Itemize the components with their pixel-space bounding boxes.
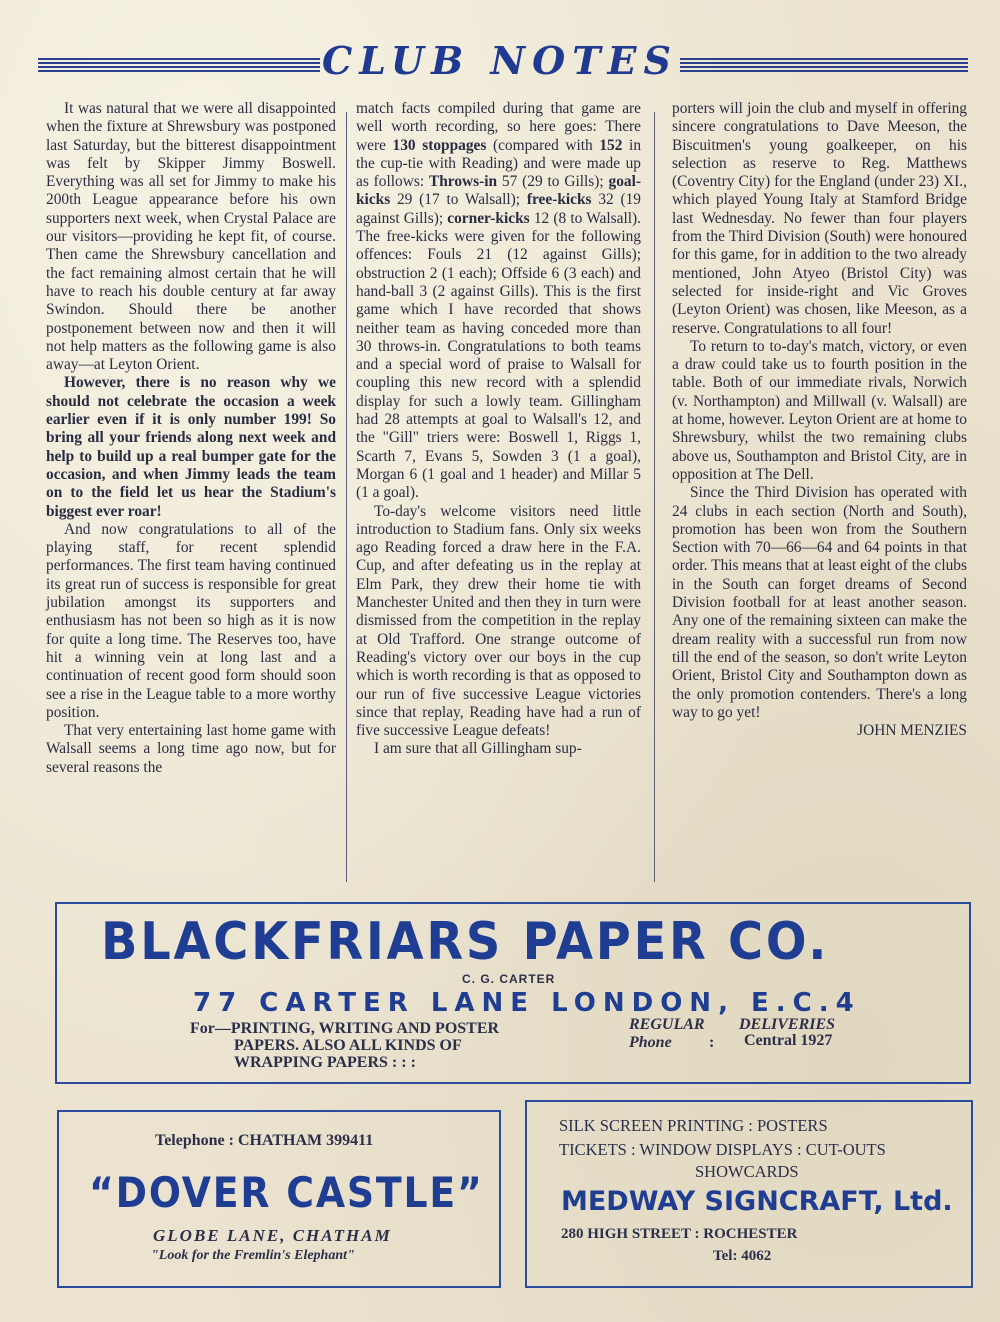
advert-services-line: TICKETS : WINDOW DISPLAYS : CUT-OUTS	[559, 1140, 886, 1159]
column-divider	[654, 112, 655, 882]
paragraph-bold: However, there is no reason why we should not celebrate the occasion a week earlier even if it is only number 199! So bring all your friends along next week and help to build up a real bumper gate for the occasion, and when Jimmy leads the team on to the field let us hear the Stadium's biggest ever roar!	[46, 374, 336, 520]
header-rule-right	[680, 58, 968, 72]
advert-slogan: "Look for the Fremlin's Elephant"	[151, 1248, 355, 1263]
paragraph: To-day's welcome visitors need little introduction to Stadium fans. Only six weeks ago Reading forced a draw here in the F.A. Cup, and after defeating us in the replay at Elm Park, they drew their home tie with Manchester United and then they in turn were dismissed from the competition in the replay at Old Trafford. One strange outcome of Reading's victory over our boys in the cup which is worth recording is that as opposed to our run of five successive League victories since that replay, Reading have had a run of five successive League defeats!	[356, 502, 641, 740]
header-rule-left	[38, 58, 320, 72]
advert-products: For—PRINTING, WRITING AND POSTER PAPERS. ALSO ALL KINDS OF WRAPPING PAPERS : : :	[190, 1020, 500, 1071]
advert-address: 280 HIGH STREET : ROCHESTER	[561, 1226, 798, 1242]
dover-castle-advert	[57, 1110, 501, 1288]
paragraph: And now congratulations to all of the playing staff, for recent splendid performances. The first team having continued its great run of success is responsible for great jubilation amongst its supporters and enthusiasm has not been so high as it is now for quite a long time. The Reserves too, have hit a winning vein at long last and a continuation of recent good form should soon see a rise in the League table to a more worthy position.	[46, 520, 336, 721]
column-divider	[346, 112, 347, 882]
paragraph: To return to to-day's match, victory, or even a draw could take us to fourth position in the table. Both of our immediate rivals, Norwich (v. Northampton) and Millwall (v. Walsall) are at home, however. Leyton Orient are at home to Shrewsbury, whilst the two remaining clubs above us, Southampton and Bristol City, are in opposition at The Dell.	[672, 337, 967, 483]
paragraph: I am sure that all Gillingham sup-	[374, 740, 582, 758]
advert-pub-name: “DOVER CASTLE”	[89, 1168, 484, 1217]
advert-phone-label: Phone	[629, 1034, 672, 1051]
article-column-3	[672, 100, 967, 740]
advert-company-name: BLACKFRIARS PAPER CO.	[101, 912, 830, 972]
paragraph: Since the Third Division has operated with 24 clubs in each section (North and South), promotion has been won from the Southern Section with 70—66—64 and 64 points in that order. This means that at least eight of the clubs in the South can forget dreams of Second Division football for at least another season. Any one of the remaining sixteen can make the dream reality with a successful run from now till the end of the season, so don't write Leyton Orient, Bristol City and Southampton down as the only promotion contenders. There's a long way to go yet!	[672, 484, 967, 721]
advert-services-line: SILK SCREEN PRINTING : POSTERS	[559, 1116, 828, 1135]
advert-address: GLOBE LANE, CHATHAM	[153, 1226, 392, 1245]
author-signature: JOHN MENZIES	[857, 722, 967, 740]
page-title: CLUB NOTES	[322, 38, 678, 83]
advert-regular: REGULAR	[629, 1016, 705, 1033]
advert-telephone: Tel: 4062	[713, 1248, 772, 1264]
advert-phone-number: Central 1927	[744, 1032, 833, 1049]
advert-telephone: Telephone : CHATHAM 399411	[155, 1132, 374, 1149]
paragraph: That very entertaining last home game with Walsall seems a long time ago now, but for several reasons the	[46, 722, 336, 776]
club-notes-header	[38, 38, 968, 90]
medway-signcraft-advert	[525, 1100, 973, 1288]
paragraph: It was natural that we were all disappointed when the fixture at Shrewsbury was postponed last Saturday, but the bitterest disappointment was felt by Skipper Jimmy Boswell. Everything was all set for Jimmy to make his 200th League appearance before his own supporters next week, when Crystal Palace are our visitors—providing he kept fit, of course. Then came the Shrewsbury cancellation and the fact remaining almost certain that he will have to reach his double century at far away Swindon. Should there be another postponement between now and then it will not help matters as the following game is also away—at Leyton Orient.	[46, 100, 336, 374]
advert-deliveries: DELIVERIES	[739, 1016, 836, 1033]
article-column-1	[46, 100, 336, 777]
advert-company-name: MEDWAY SIGNCRAFT, Ltd.	[561, 1186, 953, 1217]
advert-services-line: SHOWCARDS	[695, 1162, 799, 1181]
paragraph: match facts compiled during that game are well worth recording, so here goes: There were 130 stoppages (compared with 152 in the cup-tie with Reading) and were made up as follows: Throws-in 57 (29 to Gills); goal-kicks 29 (17 to Walsall); free-kicks 32 (19 against Gills); corner-kicks 12 (8 to Walsall). The free-kicks were given for the following offences: Fouls 21 (12 against Gills); obstruction 2 (1 each); Offside 6 (3 each) and hand-ball 3 (2 against Gills). This is the first game which I have recorded that shows neither team as having conceded more than 30 throws-in. Congratulations to both teams and a special word of praise to Walsall for coupling this new record with a splendid display for such a lowly team. Gillingham had 28 attempts at goal to Walsall's 12, and the "Gill" triers were: Boswell 1, Riggs 1, Scarth 7, Evans 5, Sowden 3 (1 a goal), Morgan 6 (1 goal and 1 header) and Millar 5 (1 a goal).	[356, 100, 642, 502]
advert-colon: :	[709, 1034, 715, 1051]
article-column-2	[356, 100, 641, 759]
advert-address: 77 CARTER LANE LONDON, E.C.4	[193, 988, 861, 1018]
advert-proprietor: C. G. CARTER	[462, 972, 556, 986]
paragraph: porters will join the club and myself in offering sincere congratulations to Dave Meeson, the Biscuitmen's young goalkeeper, on his selection as reserve to Reg. Matthews (Coventry City) for the England (under 23) XI., which played Young Italy at Stamford Bridge last Wednesday. No fewer than four players from the Third Division (South) were honoured for this game, for in addition to the two already mentioned, John Atyeo (Bristol City) was selected for inside-right and Vic Groves (Leyton Orient) was chosen, like Meeson, as a reserve. Congratulations to all four!	[672, 100, 967, 337]
blackfriars-paper-advert	[55, 902, 971, 1084]
